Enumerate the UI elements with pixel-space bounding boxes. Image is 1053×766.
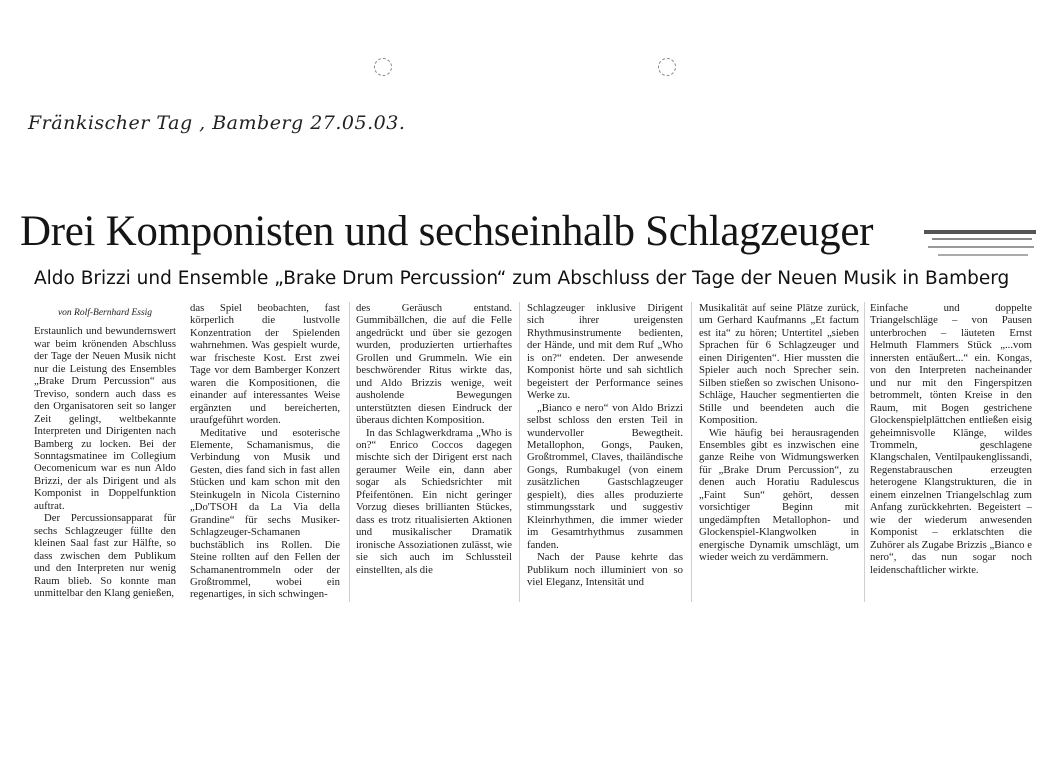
paragraph: Der Percussionsapparat für sechs Schlagzeuger füllte den kleinen Saal fast zur Hälfte, so dass zwischen dem Publikum und den Interpreten nur wenig Raum blieb. So konnte man unmittelbar den Klang genießen,	[34, 512, 176, 599]
article-subheadline: Aldo Brizzi und Ensemble „Brake Drum Percussion“ zum Abschluss der Tage der Neuen Musik in Bamberg	[34, 268, 1010, 289]
column-rule	[349, 302, 350, 602]
handwritten-source-note: Fränkischer Tag , Bamberg 27.05.03.	[28, 112, 406, 134]
column-rule	[691, 302, 692, 602]
paragraph: Erstaunlich und bewundernswert war beim krönenden Abschluss der Tage der Neuen Musik nicht nur die Leistung des Ensembles „Brake Drum Percussion“ aus Treviso, sondern auch dass es den Organisatoren seit so langer Zeit gelingt, weltbekannte Interpreten und Dirigenten nach Bamberg zu locken. Bei der Sonntagsmatinee im Collegium Oecomenicum war es nun Aldo Brizzi, der als Dirigent und als Komponist in Doppelfunktion auftrat.	[34, 325, 176, 512]
article-column-1	[34, 307, 176, 607]
paragraph: „Bianco e nero“ von Aldo Brizzi selbst schloss den ersten Teil in wundervoller Bewegtheit. Metallophon, Gongs, Pauken, Großtrommel, Claves, thailändische Gongs, Rumbakugel (von einem zusätzlichen Gastschlagzeuger gespielt), dies alles produzierte stimmungsstark und suggestiv Kleinrhythmen, die immer wieder im Gesamtrhythmus zusammen fanden.	[527, 401, 683, 551]
paragraph: Wie häufig bei herausragenden Ensembles gibt es inzwischen eine ganze Reihe von Widmungswerken für „Brake Drum Percussion“, zu denen auch Horatiu Radulescus „Faint Sun“ gehört, dessen vorsichtiger Beginn mit ungedämpften Metallophon- und Glockenspiel-Klangwolken in energische Dynamik umschlägt, um wieder weich zu verdämmern.	[699, 426, 859, 564]
paragraph: des Geräusch entstand. Gummibällchen, die auf die Felle angedrückt und über sie gezogen wurden, produzierten urtierhaftes Grollen und Grummeln. Wie ein beschwörender Ritus wirkte das, und Aldo Brizzis wenige, weit ausholende Bewegungen unterstützten diesen Eindruck der überaus dichten Komposition.	[356, 302, 512, 427]
article-column-5	[699, 302, 859, 602]
paragraph: Meditative und esoterische Elemente, Schamanismus, die Verbindung von Musik und Gesten, dies fand sich in fast allen Stücken und kam schon mit den Steinkugeln in Nicola Cisternino „Do'TSOH da La Via della Grandine“ für sechs Musiker-Schlagzeuger-Schamanen buchstäblich ins Rollen. Die Steine rollten auf den Fellen der Schamanentrommeln oder der Großtrommel, wobei ein regenartiges, in sich schwingen-	[190, 426, 340, 601]
paragraph: In das Schlagwerkdrama „Who is on?“ Enrico Coccos dagegen mischte sich der Dirigent erst nach geraumer Weile ein, dann aber sogar als Schiedsrichter mit Pfeifentönen. Ein nicht geringer Vorzug dieses brillianten Stückes, dass es trotz ritualisierten Aktionen und musikalischer Dramatik ironische Assoziationen zulässt, wie sie sich auch im Schlussteil einstellten, als die	[356, 426, 512, 576]
scan-artifact	[922, 226, 1040, 264]
column-rule	[864, 302, 865, 602]
paragraph: Musikalität auf seine Plätze zurück, um Gerhard Kaufmanns „Et factum est ita“ zu hören; Untertitel „sieben Sprachen für 6 Schlagzeuger und einen Dirigenten“. Hier mussten die Spieler auch noch Sprecher sein. Silben stießen so zwischen Unisono-Schläge, Haucher segmentierten die Stille und beendeten auch die Komposition.	[699, 302, 859, 427]
article-column-4	[527, 302, 683, 602]
paragraph: Einfache und doppelte Triangelschläge – von Pausen unterbrochen – läuteten Ernst Helmuth Flammers Stück „...vom innersten entäußert...“ ein. Kongas, von den Interpreten nacheinander und nur mit den Fingerspitzen betrommelt, tönten Kreise in den Raum, mit Bogen gestrichene Glockenspielplättchen entließen eisig geheimnisvolle Klänge, wildes Trommeln, geschlagene Klangschalen, Ventilpaukenglissandi, Regenstabrauschen erzeugten heterogene Klangstrukturen, die in einem einzelnen Triangelschlag zum Anfang zurückkehrten. Begeistert – wie der wiederum anwesenden Komponist – erklatschten die Zuhörer als Zugabe Brizzis „Bianco e nero“, das nun sogar noch leidenschaftlicher wirkte.	[870, 302, 1032, 576]
punch-hole-right	[658, 58, 676, 76]
paragraph: Nach der Pause kehrte das Publikum noch illuminiert von so viel Eleganz, Intensität und	[527, 551, 683, 588]
byline: von Rolf-Bernhard Essig	[57, 308, 153, 318]
punch-hole-left	[374, 58, 392, 76]
column-rule	[519, 302, 520, 602]
paragraph: das Spiel beobachten, fast körperlich die lustvolle Konzentration der Spielenden wahrnehmen. Was gespielt wurde, war frischeste Kost. Erst zwei Tage vor dem Bamberger Konzert waren die Kompositionen, die einander auf interessantes Weise ergänzten und bereicherten, uraufgeführt worden.	[190, 302, 340, 427]
article-column-6	[870, 302, 1032, 602]
article-headline: Drei Komponisten und sechseinhalb Schlagzeuger	[20, 208, 874, 255]
paragraph: Schlagzeuger inklusive Dirigent sich ihrer ureigensten Rhythmusinstrumente bedienten, der Hände, und mit dem Ruf „Who is on?“ endeten. Der anwesende Komponist hörte und sah sichtlich begeistert der Performance seines Werke zu.	[527, 302, 683, 402]
article-column-2	[190, 302, 340, 602]
article-column-3	[356, 302, 512, 602]
